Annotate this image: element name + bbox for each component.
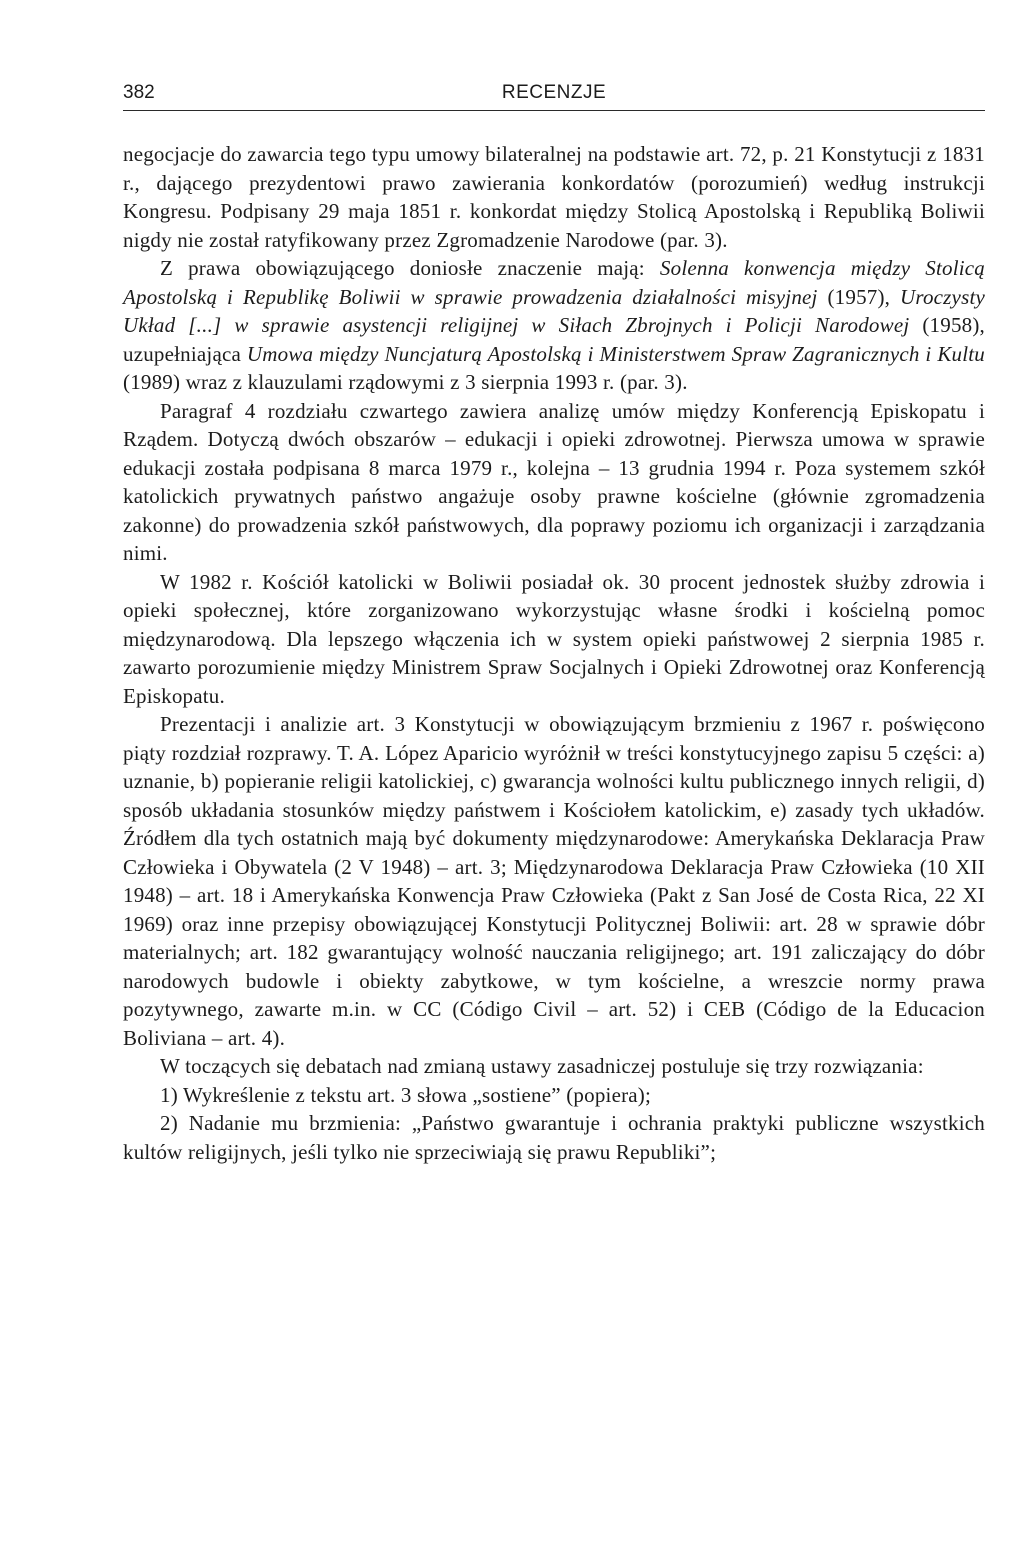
paragraph-constitution-analysis: [123, 710, 985, 1052]
text-segment: (1989) wraz z klauzulami rządowymi z 3 sierpnia 1993 r. (par. 3).: [123, 370, 688, 394]
text-segment: Z prawa obowiązującego doniosłe znaczenie mają:: [160, 256, 660, 280]
italic-title-segment: Uroczysty Układ [...] w sprawie asystencji religijnej w Siłach Zbrojnych i Policji Narodowej: [123, 284, 986, 337]
paragraph-concordat-negotiations: [123, 140, 985, 254]
text-segment: Prezentacji i analizie art. 3 Konstytucji w obowiązującym brzmieniu z 1967 r. poświęcono piąty rozdział rozprawy. T. A. López Aparicio wyróżnił w treści konstytucyjnego zapisu 5 części: a) uznanie, b) popieranie religii katolickiej, c) gwarancja wolności kultu publicznego innych religii, d) sposób układania stosunków między państwem i Kościołem katolickim, e) zasady tych układów. Źródłem dla tych ostatnich mają być dokumenty międzynarodowe: Amerykańska Deklaracja Praw Człowieka i Obywatela (2 V 1948) – art. 3; Międzynarodowa Deklaracja Praw Człowieka (10 XII 1948) – art. 18 i Amerykańska Konwencja Praw Człowieka (Pakt z San José de Costa Rica, 22 XI 1969) oraz inne przepisy obowiązującej Konstytucji Politycznej Boliwii: art. 28 w sprawie dóbr materialnych; art. 182 gwarantujący wolność nauczania religijnego; art. 191 zaliczający do dóbr narodowych budowle i obiekty zabytkowe, w tym kościelne, a wreszcie normy prawa pozytywnego, zawarte m.in. w CC (Código Civil – art. 52) i CEB (Código de la Educacion Boliviana – art. 4).: [123, 712, 985, 1050]
text-segment: negocjacje do zawarcia tego typu umowy bilateralnej na podstawie art. 72, p. 21 Konstytucji z 1831 r., dającego prezydentowi prawo zawierania konkordatów (porozumień) według instrukcji Kongresu. Podpisany 29 maja 1851 r. konkordat między Stolicą Apostolską i Republiką Boliwii nigdy nie został ratyfikowany przez Zgromadzenie Narodowe (par. 3).: [123, 142, 985, 252]
paragraph-episcopate-agreements: [123, 397, 985, 568]
italic-title-segment: Solenna konwencja między Stolicą Apostolską i Republikę Boliwii w sprawie prowadzenia działalności misyjnej: [123, 256, 986, 309]
italic-title-segment: Umowa między Nuncjaturą Apostolską i Ministerstwem Spraw Zagranicznych i Kultu: [246, 341, 985, 366]
paragraph-reform-debates: [123, 1052, 985, 1081]
text-segment: W 1982 r. Kościół katolicki w Boliwii posiadał ok. 30 procent jednostek służby zdrowia i opieki społecznej, które zorganizowano wykorzystując własne środki i kościelną pomoc międzynarodową. Dla lepszego włączenia ich w system opieki państwowej 2 sierpnia 1985 r. zawarto porozumienie między Ministrem Spraw Socjalnych i Opieki Zdrowotnej oraz Konferencją Episkopatu.: [123, 569, 985, 708]
running-title: RECENZJE: [501, 82, 607, 103]
article-body: [123, 140, 985, 1166]
paragraph-health-care: [123, 568, 985, 711]
list-item-proposal-2: [123, 1109, 985, 1166]
paragraph-binding-agreements: [123, 254, 985, 397]
text-segment: (1957),: [817, 284, 900, 309]
text-segment: 1) Wykreślenie z tekstu art. 3 słowa „sostiene” (popiera);: [160, 1082, 652, 1107]
text-segment: W toczących się debatach nad zmianą ustawy zasadniczej postuluje się trzy rozwiązania:: [160, 1054, 924, 1078]
text-segment: (1958), uzupełniająca: [123, 313, 985, 366]
page: [123, 0, 985, 1543]
running-header: [123, 80, 985, 111]
text-segment: Paragraf 4 rozdziału czwartego zawiera analizę umów między Konferencją Episkopatu i Rządem. Dotyczą dwóch obszarów – edukacji i opieki zdrowotnej. Pierwsza umowa w sprawie edukacji została podpisana 8 marca 1979 r., kolejna – 13 grudnia 1994 r. Poza systemem szkół katolickich prywatnych państwo angażuje osoby prawne kościelne (głównie zgromadzenia zakonne) do prowadzenia szkół państwowych, dla poprawy poziomu ich organizacji i zarządzania nimi.: [123, 398, 985, 565]
list-item-proposal-1: [123, 1081, 985, 1110]
text-segment: 2) Nadanie mu brzmienia: „Państwo gwarantuje i ochrania praktyki publiczne wszystkich kultów religijnych, jeśli tylko nie sprzeciwiają się prawu Republiki”;: [123, 1111, 985, 1164]
page-number: 382: [123, 82, 155, 103]
